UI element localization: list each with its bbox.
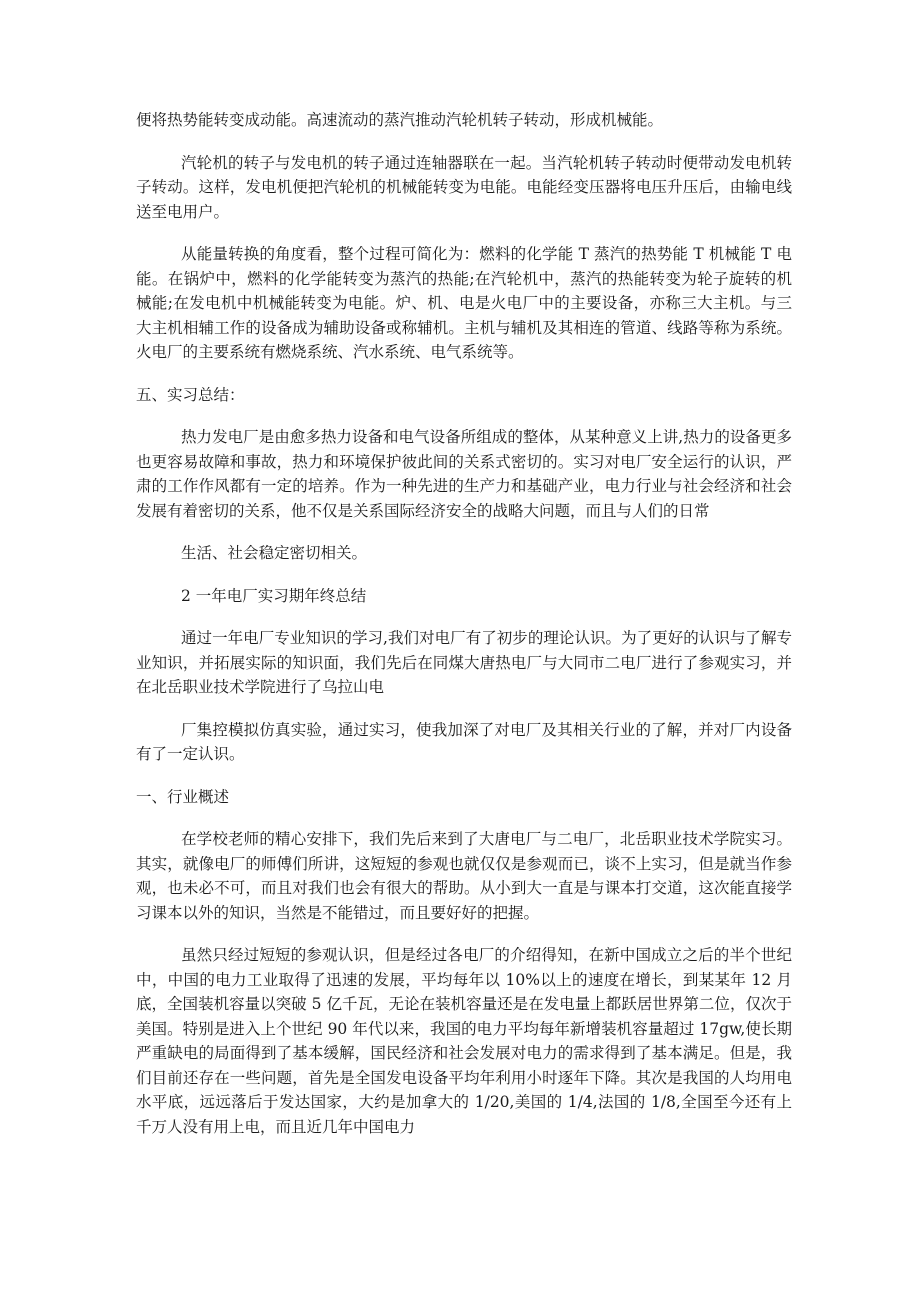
- paragraph-continuation: 便将热势能转变成动能。高速流动的蒸汽推动汽轮机转子转动，形成机械能。: [136, 111, 664, 129]
- paragraph-summary-end: 生活、社会稳定密切相关。: [181, 544, 368, 562]
- paragraph-industry-status: 虽然只经过短短的参观认识，但是经过各电厂的介绍得知，在新中国成立之后的半个世纪中，中国的电力工业取得了迅速的发展，平均每年以 10%以上的速度在增长，到某某年 12 月底，全国装机容量以突破 5 亿千瓦，无论在装机容量还是在发电量上都跃居世界第二位，仅次于美国。特别是进入上个世纪 90 年代以来，我国的电力平均每年新增装机容量超过 17gw,使长期严重缺电的局面得到了基本缓解，国民经济和社会发展对电力的需求得到了基本满足。但是，我们目前还存在一些问题，首先是全国发电设备平均年利用小时逐年下降。其次是我国的人均用电水平底，远远落后于发达国家，大约是加拿大的 1/20,美国的 1/4,法国的 1/8,全国至今还有上千万人没有用上电，而且近几年中国电力: [136, 946, 792, 1136]
- paragraph-energy-conversion: 从能量转换的角度看，整个过程可简化为：燃料的化学能 T 蒸汽的热势能 T 机械能 T 电能。在锅炉中，燃料的化学能转变为蒸汽的热能;在汽轮机中，蒸汽的热能转变为轮子旋转的机械能;在发电机中机械能转变为电能。炉、机、电是火电厂中的主要设备，亦称三大主机。与三大主机相辅工作的设备成为辅助设备或称辅机。主机与辅机及其相连的管道、线路等称为系统。火电厂的主要系统有燃烧系统、汽水系统、电气系统等。: [136, 245, 792, 361]
- section-heading-industry: 一、行业概述: [136, 787, 230, 806]
- paragraph-summary: 热力发电厂是由愈多热力设备和电气设备所组成的整体，从某种意义上讲,热力的设备更多也更容易故障和事故，热力和环境保护彼此间的关系式密切的。实习对电厂安全运行的认识，严肃的工作作风都有一定的培养。作为一种先进的生产力和基础产业，电力行业与社会经济和社会发展有着密切的关系，他不仅是关系国际经济安全的战略大问题，而且与人们的日常: [136, 428, 792, 520]
- document-body: [136, 108, 792, 1157]
- section-heading-summary: 五、实习总结：: [136, 385, 245, 404]
- paragraph-intro: 通过一年电厂专业知识的学习,我们对电厂有了初步的理论认识。为了更好的认识与了解专业知识，并拓展实际的知识面，我们先后在同煤大唐热电厂与大同市二电厂进行了参观实习，并在北岳职业技术学院进行了乌拉山电: [136, 629, 792, 696]
- paragraph-turbine-generator: 汽轮机的转子与发电机的转子通过连轴器联在一起。当汽轮机转子转动时便带动发电机转子转动。这样，发电机便把汽轮机的机械能转变为电能。电能经变压器将电压升压后，由输电线送至电用户。: [136, 153, 792, 221]
- paragraph-visit: 在学校老师的精心安排下，我们先后来到了大唐电厂与二电厂，北岳职业技术学院实习。其实，就像电厂的师傅们所讲，这短短的参观也就仅仅是参观而已，谈不上实习，但是就当作参观，也未必不可，而且对我们也会有很大的帮助。从小到大一直是与课本打交道，这次能直接学习课本以外的知识，当然是不能错过，而且要好好的把握。: [136, 830, 792, 922]
- article-title: 2 一年电厂实习期年终总结: [181, 586, 367, 605]
- paragraph-intro-cont: 厂集控模拟仿真实验，通过实习，使我加深了对电厂及其相关行业的了解，并对厂内设备有了一定认识。: [136, 720, 792, 763]
